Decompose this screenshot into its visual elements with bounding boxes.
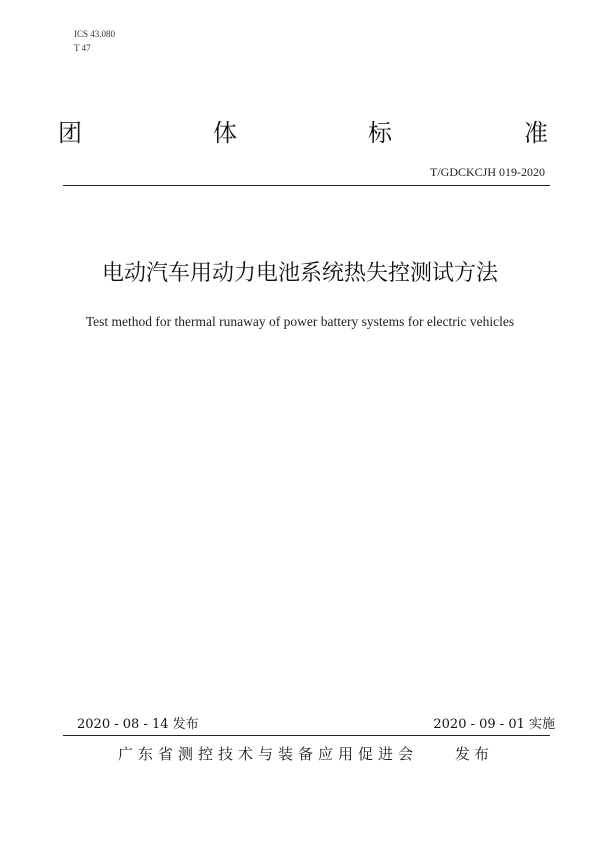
document-title-chinese: 电动汽车用动力电池系统热失控测试方法 [101, 261, 498, 286]
implementation-date: 2020 - 09 - 01 实施 [433, 717, 555, 732]
ics-code: ICS 43.080 [74, 29, 116, 39]
issue-date: 2020 - 08 - 14 发布 [77, 717, 199, 732]
standard-number: T/GDCKCJH 019-2020 [429, 165, 545, 179]
standard-type-char: 标 [368, 119, 392, 147]
footer-divider [63, 735, 550, 736]
document-title-english: Test method for thermal runaway of power battery systems for electric vehicles [85, 314, 515, 329]
publisher-name: 广东省测控技术与装备应用促进会 [118, 745, 419, 763]
publish-label: 发布 [455, 745, 494, 763]
header-divider [63, 185, 550, 186]
standard-type-char: 体 [213, 119, 237, 147]
category-code: T 47 [74, 43, 91, 53]
standard-type-heading [0, 118, 600, 148]
standard-type-char: 团 [58, 119, 82, 147]
standard-type-char: 准 [524, 119, 548, 147]
